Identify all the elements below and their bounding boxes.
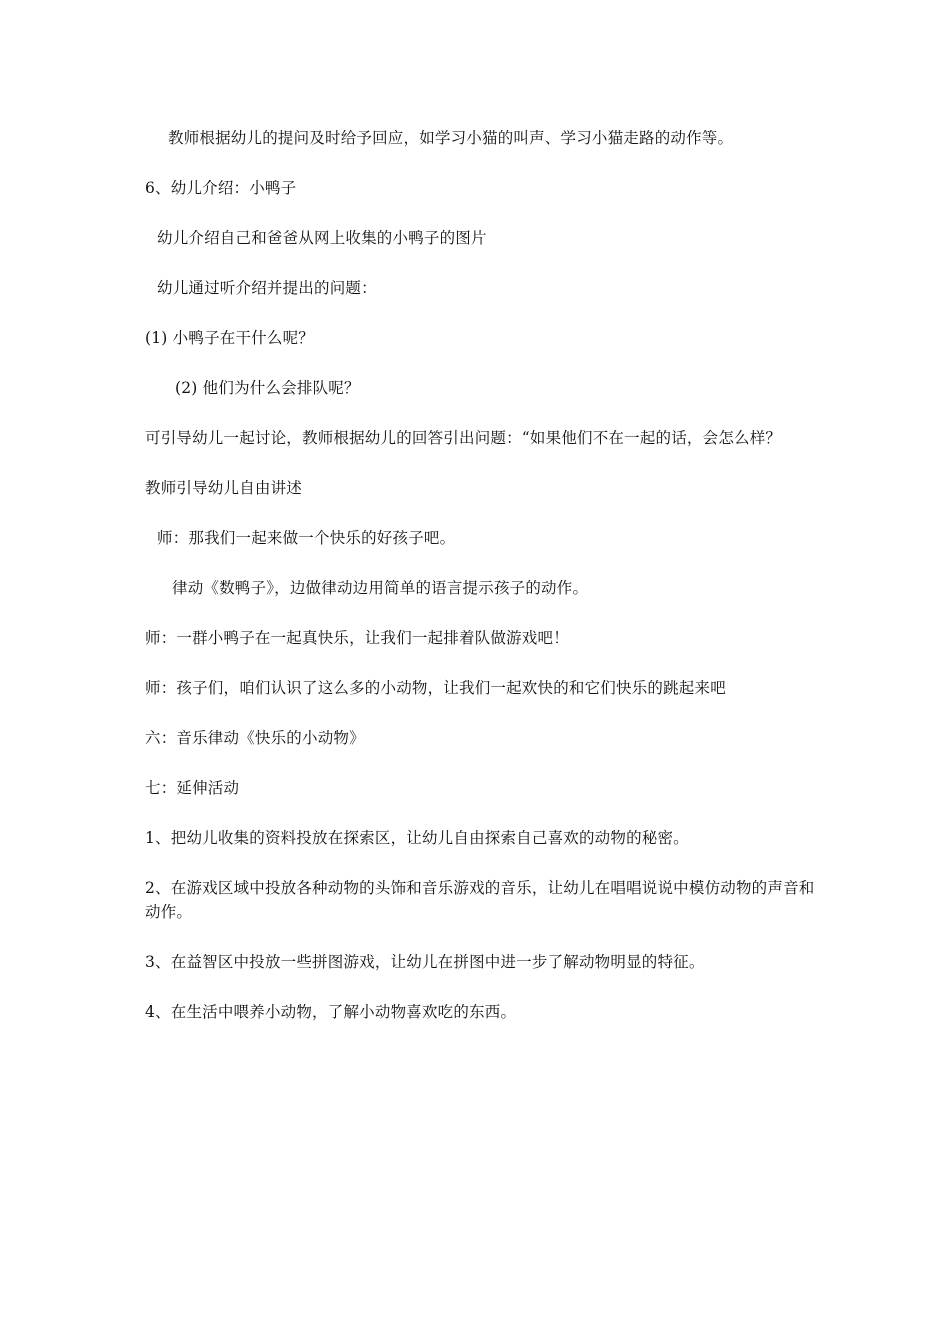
extension-item-4: 4、在生活中喂养小动物，了解小动物喜欢吃的东西。: [145, 1003, 517, 1021]
heading-music-rhythm: 六：音乐律动《快乐的小动物》: [145, 729, 365, 747]
paragraph-free-talk: 教师引导幼儿自由讲述: [145, 479, 303, 497]
question-2: (2) 他们为什么会排队呢？: [175, 379, 360, 397]
paragraph-teacher-good-child: 师：那我们一起来做一个快乐的好孩子吧。: [157, 529, 456, 547]
paragraph-discussion: 可引导幼儿一起讨论，教师根据幼儿的回答引出问题：“如果他们不在一起的话，会怎么样？: [145, 429, 782, 447]
extension-item-2: 2、在游戏区域中投放各种动物的头饰和音乐游戏的音乐，让幼儿在唱唱说说中模仿动物的声音和动作。: [145, 879, 815, 921]
extension-item-1: 1、把幼儿收集的资料投放在探索区，让幼儿自由探索自己喜欢的动物的秘密。: [145, 829, 689, 847]
paragraph-questions-intro: 幼儿通过听介绍并提出的问题：: [157, 279, 377, 297]
paragraph-rhythm-ducks: 律动《数鸭子》，边做律动边用简单的语言提示孩子的动作。: [172, 579, 589, 597]
extension-item-3: 3、在益智区中投放一些拼图游戏，让幼儿在拼图中进一步了解动物明显的特征。: [145, 953, 705, 971]
paragraph-teacher-jump: 师：孩子们，咱们认识了这么多的小动物，让我们一起欢快的和它们快乐的跳起来吧: [145, 679, 726, 697]
heading-extension-activity: 七：延伸活动: [145, 779, 240, 797]
heading-duckling-intro: 6、幼儿介绍：小鸭子: [145, 179, 297, 197]
paragraph-child-intro: 幼儿介绍自己和爸爸从网上收集的小鸭子的图片: [157, 229, 487, 247]
paragraph-teacher-response: 教师根据幼儿的提问及时给予回应，如学习小猫的叫声、学习小猫走路的动作等。: [168, 129, 734, 147]
question-1: (1) 小鸭子在干什么呢？: [145, 329, 314, 347]
paragraph-teacher-line-up: 师：一群小鸭子在一起真快乐，让我们一起排着队做游戏吧！: [145, 629, 569, 647]
